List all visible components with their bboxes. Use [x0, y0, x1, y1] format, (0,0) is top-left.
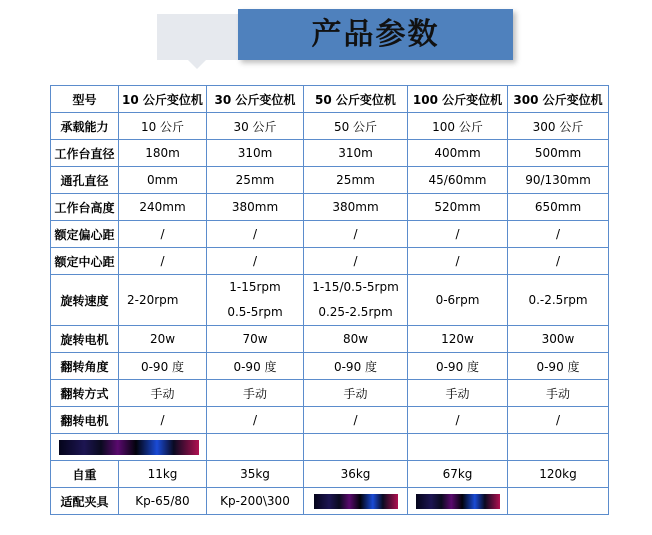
header-row	[51, 86, 609, 113]
row-self-weight	[51, 461, 609, 488]
row-label: 额定偏心距	[51, 221, 119, 248]
value-cell: 500mm	[508, 140, 609, 167]
value-cell: 300 公斤	[508, 113, 609, 140]
redacted-block	[314, 494, 398, 509]
row-label: 翻转角度	[51, 353, 119, 380]
row-label: 旋转速度	[51, 275, 119, 326]
value-cell: /	[408, 407, 508, 434]
value-cell	[304, 275, 408, 326]
redacted-label-cell	[51, 434, 207, 461]
row-load-capacity	[51, 113, 609, 140]
value-cell: 手动	[408, 380, 508, 407]
value-cell: 67kg	[408, 461, 508, 488]
value-cell: 30 公斤	[207, 113, 304, 140]
value-cell: 120w	[408, 326, 508, 353]
value-cell: 80w	[304, 326, 408, 353]
value-cell: /	[508, 407, 609, 434]
value-cell: 180m	[119, 140, 207, 167]
value-cell: /	[207, 407, 304, 434]
value-cell: 手动	[119, 380, 207, 407]
row-fixture	[51, 488, 609, 515]
title-banner-tail	[188, 60, 206, 69]
redacted-cell	[304, 488, 408, 515]
value-line: 1-15rpm	[229, 280, 281, 294]
header-cell-100kg: 100 公斤变位机	[408, 86, 508, 113]
row-label: 承载能力	[51, 113, 119, 140]
value-cell: 0-90 度	[508, 353, 609, 380]
value-cell: 0-90 度	[119, 353, 207, 380]
value-cell: /	[304, 407, 408, 434]
header-cell-model: 型号	[51, 86, 119, 113]
page-title: 产品参数	[311, 17, 440, 52]
header-cell-30kg: 30 公斤变位机	[207, 86, 304, 113]
value-cell: /	[207, 248, 304, 275]
value-cell: /	[508, 248, 609, 275]
value-cell: 25mm	[207, 167, 304, 194]
value-cell: 手动	[304, 380, 408, 407]
value-cell: 400mm	[408, 140, 508, 167]
row-flip-mode	[51, 380, 609, 407]
faded-value-cell	[508, 434, 609, 461]
value-cell: /	[119, 407, 207, 434]
row-label: 自重	[51, 461, 119, 488]
row-rated-center	[51, 248, 609, 275]
value-cell: 25mm	[304, 167, 408, 194]
redacted-block	[416, 494, 500, 509]
row-through-hole	[51, 167, 609, 194]
row-rotation-motor	[51, 326, 609, 353]
value-cell: 35kg	[207, 461, 304, 488]
row-table-height	[51, 194, 609, 221]
value-cell: 70w	[207, 326, 304, 353]
value-cell: 0.-2.5rpm	[508, 275, 609, 326]
value-cell: /	[408, 248, 508, 275]
value-cell: 380mm	[207, 194, 304, 221]
row-label: 翻转方式	[51, 380, 119, 407]
value-cell: /	[119, 248, 207, 275]
row-obscured	[51, 434, 609, 461]
value-cell: 2-20rpm	[119, 275, 207, 326]
value-cell: 36kg	[304, 461, 408, 488]
value-cell: /	[508, 221, 609, 248]
faded-value-cell	[508, 488, 609, 515]
value-cell: 90/130mm	[508, 167, 609, 194]
value-cell: /	[408, 221, 508, 248]
value-cell: 380mm	[304, 194, 408, 221]
value-cell: 11kg	[119, 461, 207, 488]
value-cell: 0-90 度	[304, 353, 408, 380]
value-cell: 20w	[119, 326, 207, 353]
value-cell: 50 公斤	[304, 113, 408, 140]
value-cell: 手动	[508, 380, 609, 407]
row-rotation-speed	[51, 275, 609, 326]
faded-value-cell	[304, 434, 408, 461]
row-label: 旋转电机	[51, 326, 119, 353]
row-flip-motor	[51, 407, 609, 434]
value-cell: 手动	[207, 380, 304, 407]
row-label: 工作台高度	[51, 194, 119, 221]
value-line: 0.5-5rpm	[227, 305, 283, 319]
header-cell-10kg: 10 公斤变位机	[119, 86, 207, 113]
value-line: 1-15/0.5-5rpm	[312, 280, 399, 294]
value-cell: 0-90 度	[408, 353, 508, 380]
parameter-table	[50, 85, 609, 515]
value-cell: /	[119, 221, 207, 248]
value-cell: 310m	[207, 140, 304, 167]
row-flip-angle	[51, 353, 609, 380]
value-cell: 0-90 度	[207, 353, 304, 380]
value-cell: 520mm	[408, 194, 508, 221]
value-cell: 0-6rpm	[408, 275, 508, 326]
value-cell: 100 公斤	[408, 113, 508, 140]
row-label: 工作台直径	[51, 140, 119, 167]
row-label: 适配夹具	[51, 488, 119, 515]
row-label: 通孔直径	[51, 167, 119, 194]
value-cell: 300w	[508, 326, 609, 353]
faded-value-cell	[408, 434, 508, 461]
row-table-diameter	[51, 140, 609, 167]
value-cell: /	[304, 248, 408, 275]
value-cell: 240mm	[119, 194, 207, 221]
value-cell: 120kg	[508, 461, 609, 488]
value-cell: Kp-200\300	[207, 488, 304, 515]
value-cell	[207, 275, 304, 326]
value-cell: Kp-65/80	[119, 488, 207, 515]
redacted-cell	[408, 488, 508, 515]
value-cell: 10 公斤	[119, 113, 207, 140]
redacted-block	[59, 440, 199, 455]
row-label: 翻转电机	[51, 407, 119, 434]
value-cell: /	[304, 221, 408, 248]
value-cell: 45/60mm	[408, 167, 508, 194]
value-cell: 0mm	[119, 167, 207, 194]
faded-value-cell	[207, 434, 304, 461]
value-line: 0.25-2.5rpm	[318, 305, 393, 319]
row-rated-eccentric	[51, 221, 609, 248]
header-cell-50kg: 50 公斤变位机	[304, 86, 408, 113]
row-label: 额定中心距	[51, 248, 119, 275]
value-cell: 310m	[304, 140, 408, 167]
value-cell: /	[207, 221, 304, 248]
header-cell-300kg: 300 公斤变位机	[508, 86, 609, 113]
value-cell: 650mm	[508, 194, 609, 221]
